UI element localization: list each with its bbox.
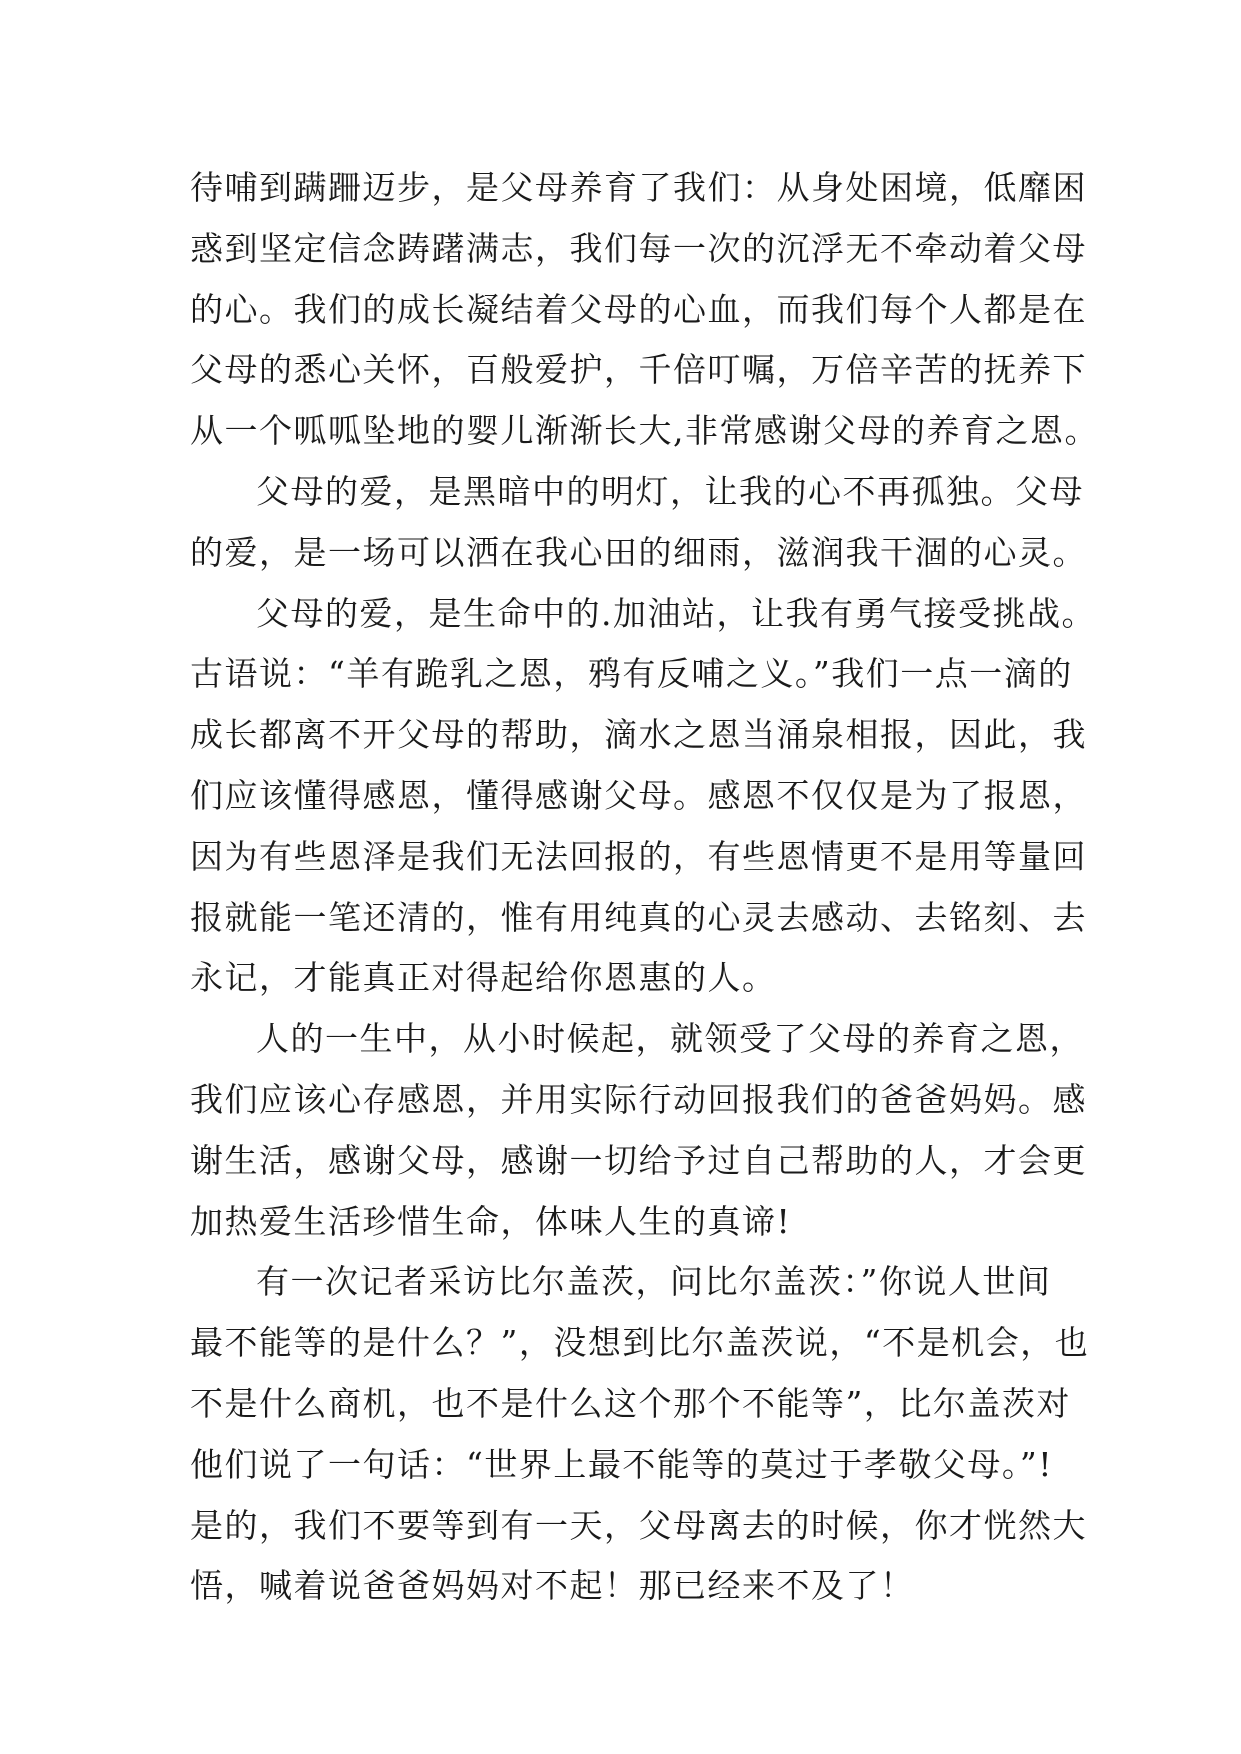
text-line-24: 悟，喊着说爸爸妈妈对不起！那已经来不及了！: [190, 1566, 915, 1606]
text-line-8: 父母的爱，是生命中的.加油站，让我有勇气接受挑战。: [256, 593, 1096, 633]
text-line-3: 的心。我们的成长凝结着父母的心血，而我们每个人都是在: [190, 289, 1087, 329]
text-line-18: 加热爱生活珍惜生命，体味人生的真谛!: [190, 1201, 792, 1241]
text-line-7: 的爱，是一场可以洒在我心田的细雨，滋润我干涸的心灵。: [190, 532, 1087, 572]
text-line-6: 父母的爱，是黑暗中的明灯，让我的心不再孤独。父母: [256, 471, 1084, 511]
text-line-5: 从一个呱呱坠地的婴儿渐渐长大,非常感谢父母的养育之恩。: [190, 411, 1099, 451]
text-line-10: 成长都离不开父母的帮助，滴水之恩当涌泉相报，因此，我: [190, 715, 1087, 755]
text-line-22: 他们说了一句话：“世界上最不能等的莫过于孝敬父母。”!: [190, 1444, 1054, 1484]
text-line-15: 人的一生中，从小时候起，就领受了父母的养育之恩，: [256, 1019, 1084, 1059]
text-line-11: 们应该懂得感恩，懂得感谢父母。感恩不仅仅是为了报恩，: [190, 775, 1087, 815]
text-line-23: 是的，我们不要等到有一天，父母离去的时候，你才恍然大: [190, 1505, 1087, 1545]
text-line-4: 父母的悉心关怀，百般爱护，千倍叮嘱，万倍辛苦的抚养下: [190, 350, 1087, 390]
text-line-2: 惑到坚定信念踌躇满志，我们每一次的沉浮无不牵动着父母: [190, 228, 1087, 268]
text-line-21: 不是什么商机，也不是什么这个那个不能等”，比尔盖茨对: [190, 1383, 1071, 1423]
text-line-17: 谢生活，感谢父母，感谢一切给予过自己帮助的人，才会更: [190, 1140, 1087, 1180]
text-line-19: 有一次记者采访比尔盖茨，问比尔盖茨：”你说人世间: [256, 1262, 1052, 1302]
body-text: [190, 158, 1099, 1617]
text-line-16: 我们应该心存感恩，并用实际行动回报我们的爸爸妈妈。感: [190, 1079, 1087, 1119]
text-line-13: 报就能一笔还清的，惟有用纯真的心灵去感动、去铭刻、去: [190, 897, 1087, 937]
text-line-14: 永记，才能真正对得起给你恩惠的人。: [190, 958, 777, 998]
text-line-20: 最不能等的是什么？”，没想到比尔盖茨说，“不是机会，也: [190, 1323, 1090, 1363]
text-line-9: 古语说：“羊有跪乳之恩，鸦有反哺之义。”我们一点一滴的: [190, 654, 1073, 694]
text-line-12: 因为有些恩泽是我们无法回报的，有些恩情更不是用等量回: [190, 836, 1087, 876]
text-line-1: 待哺到蹒跚迈步，是父母养育了我们：从身处困境，低靡困: [190, 168, 1087, 207]
